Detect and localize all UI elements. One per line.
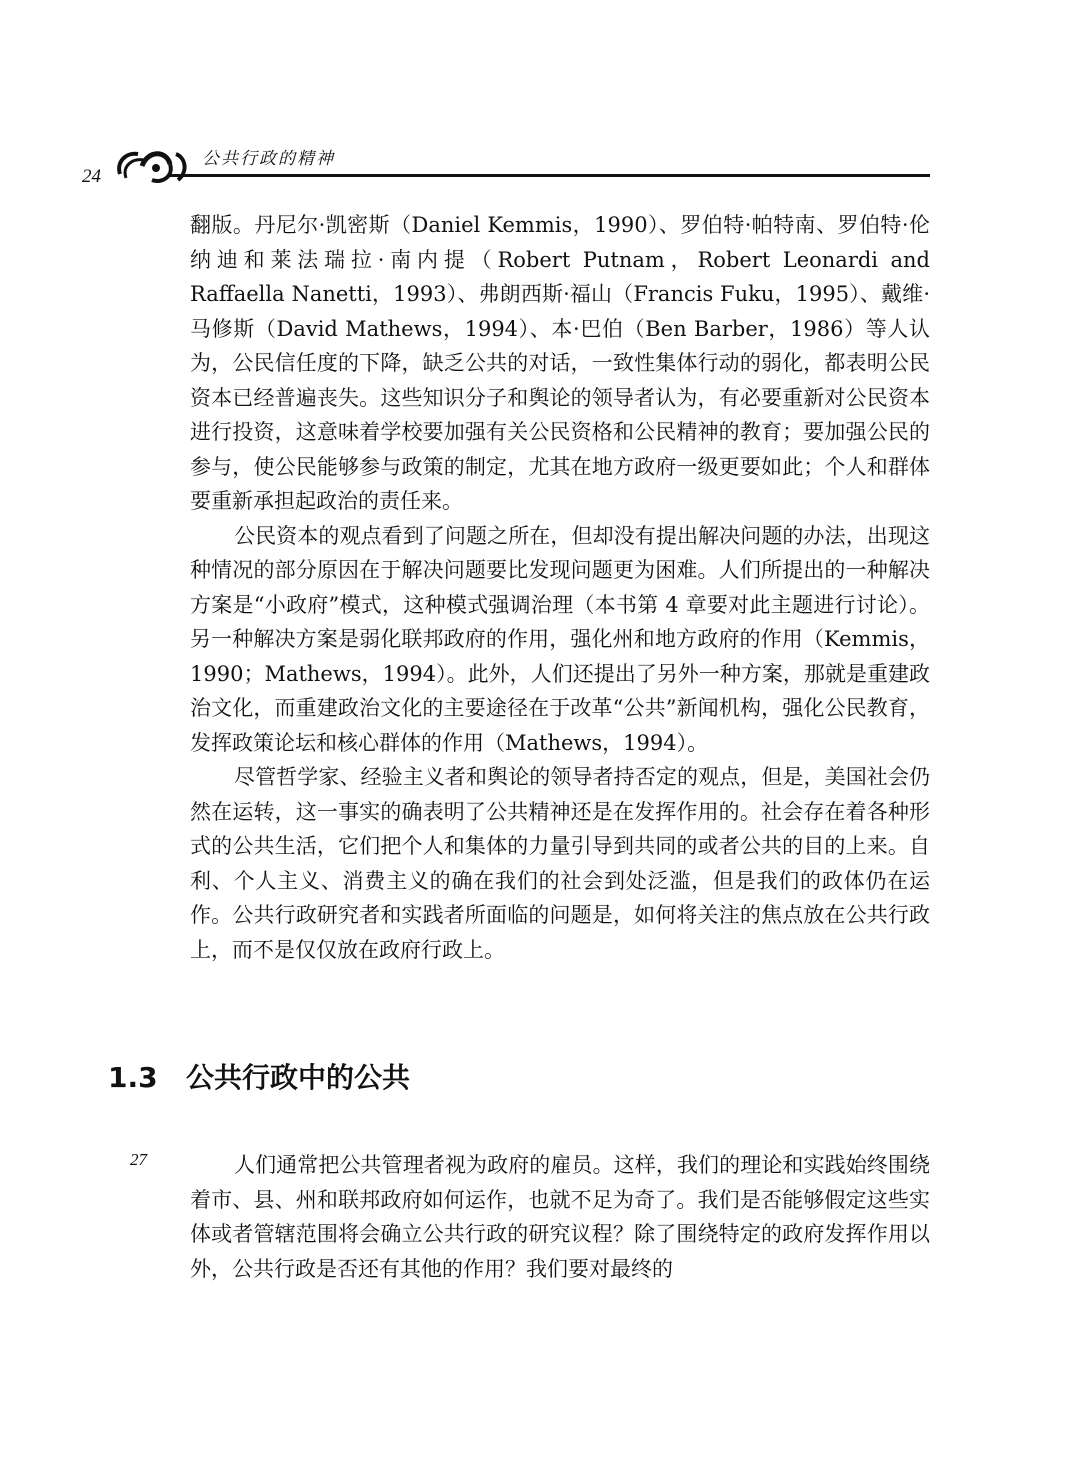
paragraph: 翻版。丹尼尔·凯密斯（Daniel Kemmis，1990）、罗伯特·帕特南、罗伯特·伦纳迪和莱法瑞拉·南内提（Robert Putnam，Robert Leonardi and Raffaella Nanetti，1993）、弗朗西斯·福山（Francis Fuku，1995）、戴维·马修斯（David Mathews，1994）、本·巴伯（Ben Barber，1986）等人认为，公民信任度的下降，缺乏公共的对话，一致性集体行动的弱化，都表明公民资本已经普遍丧失。这些知识分子和舆论的领导者认为，有必要重新对公民资本进行投资，这意味着学校要加强有关公民资格和公民精神的教育；要加强公民的参与，使公民能够参与政策的制定，尤其在地方政府一级更要如此；个人和群体要重新承担起政治的责任来。 [190,213,930,513]
page-number: 24 [82,166,101,187]
page-header [82,140,930,190]
section-number: 1.3 [108,1061,158,1094]
paragraph: 尽管哲学家、经验主义者和舆论的领导者持否定的观点，但是，美国社会仍然在运转，这一事实的确表明了公共精神还是在发挥作用的。社会存在着各种形式的公共生活，它们把个人和集体的力量引导到共同的或者公共的目的上来。自利、个人主义、消费主义的确在我们的社会到处泛滥，但是我们的政体仍在运作。公共行政研究者和实践者所面临的问题是，如何将关注的焦点放在公共行政上，而不是仅仅放在政府行政上。 [190,765,930,962]
paragraph: 公民资本的观点看到了问题之所在，但却没有提出解决问题的办法，出现这种情况的部分原因在于解决问题要比发现问题更为困难。人们所提出的一种解决方案是“小政府”模式，这种模式强调治理（本书第 4 章要对此主题进行讨论）。另一种解决方案是弱化联邦政府的作用，强化州和地方政府的作用（Kemmis，1990；Mathews，1994）。此外，人们还提出了另外一种方案，那就是重建政治文化，而重建政治文化的主要途径在于改革“公共”新闻机构，强化公民教育，发挥政策论坛和核心群体的作用（Mathews，1994）。 [190,523,930,755]
body-text [190,208,930,967]
header-rule [170,174,930,177]
section-heading [108,1056,410,1096]
margin-page-reference: 27 [130,1150,147,1169]
running-title: 公共行政的精神 [202,149,335,169]
book-logo-icon [112,144,194,192]
paragraph: 人们通常把公共管理者视为政府的雇员。这样，我们的理论和实践始终围绕着市、县、州和联邦政府如何运作，也就不足为奇了。我们是否能够假定这些实体或者管辖范围将会确立公共行政的研究议程？除了围绕特定的政府发挥作用以外，公共行政是否还有其他的作用？我们要对最终的 [190,1153,930,1281]
section-title: 公共行政中的公共 [186,1061,411,1094]
